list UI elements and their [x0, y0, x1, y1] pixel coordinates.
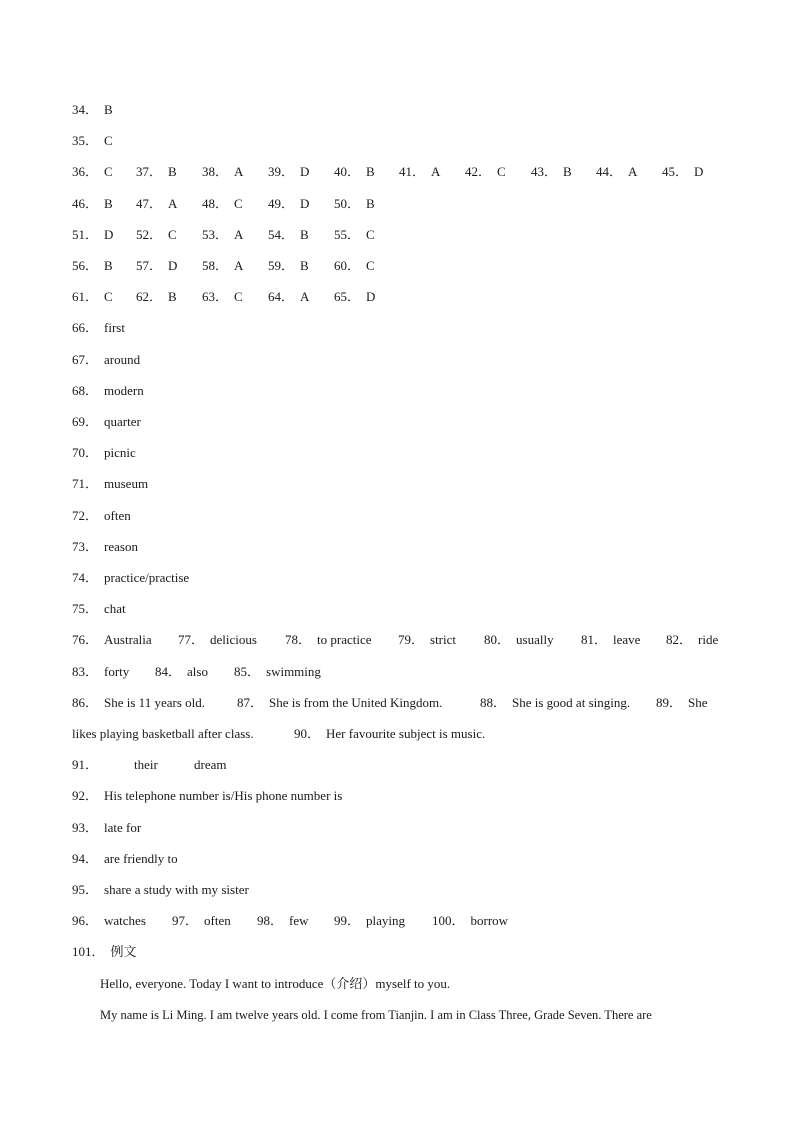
question-number: 42． — [465, 164, 492, 179]
question-number: 46． — [72, 196, 99, 211]
answer-item-81 — [581, 631, 640, 649]
answer-row-83-85 — [72, 663, 722, 681]
answer-item-39 — [268, 163, 309, 181]
question-number: 67． — [72, 352, 99, 367]
question-number: 63． — [202, 289, 229, 304]
essay-paragraph-2: My name is Li Ming. I am twelve years old. I come from Tianjin. I am in Class Three, Grade Seven. There are — [100, 1008, 652, 1022]
answer-line-66 — [72, 319, 125, 337]
answer-line-74 — [72, 569, 189, 587]
answer-item-55 — [334, 226, 375, 244]
question-number: 50． — [334, 196, 361, 211]
answer-word-2: dream — [194, 757, 227, 772]
answer-item-97 — [172, 912, 231, 930]
answer-item-40 — [334, 163, 375, 181]
question-number: 75． — [72, 601, 99, 616]
answer-text: Her favourite subject is music. — [326, 726, 486, 741]
answer-line-67 — [72, 351, 140, 369]
answer-item-61 — [72, 288, 113, 306]
answer-item-89-continued: likes playing basketball after class. — [72, 726, 254, 741]
answer-text: B — [104, 102, 113, 117]
question-number: 38． — [202, 164, 229, 179]
answer-item-56 — [72, 257, 113, 275]
answer-row-96-100 — [72, 912, 722, 930]
answer-text: late for — [104, 820, 142, 835]
answer-text: strict — [430, 632, 457, 647]
question-number: 85． — [234, 664, 261, 679]
answer-text: C — [366, 258, 375, 273]
answer-text: 例文 — [110, 944, 137, 959]
answer-item-65 — [334, 288, 375, 306]
answer-text: C — [234, 289, 243, 304]
answer-line-93 — [72, 819, 141, 837]
question-number: 83． — [72, 664, 99, 679]
answer-item-100 — [432, 912, 508, 930]
question-number: 43． — [531, 164, 558, 179]
answer-text: D — [300, 196, 310, 211]
answer-text: swimming — [266, 664, 321, 679]
question-number: 52． — [136, 227, 163, 242]
answer-text: A — [168, 196, 178, 211]
answer-text: around — [104, 352, 141, 367]
answer-item-59 — [268, 257, 309, 275]
answer-text: usually — [516, 632, 554, 647]
answer-item-78 — [285, 631, 372, 649]
question-number: 62． — [136, 289, 163, 304]
question-number: 64． — [268, 289, 295, 304]
answer-line-68 — [72, 382, 144, 400]
question-number: 40． — [334, 164, 361, 179]
answer-text: quarter — [104, 414, 141, 429]
answer-text: She is 11 years old. — [104, 695, 205, 710]
question-number: 80． — [484, 632, 511, 647]
answer-item-77 — [178, 631, 257, 649]
answer-text: practice/practise — [104, 570, 190, 585]
answer-item-53 — [202, 226, 243, 244]
question-number: 93． — [72, 820, 99, 835]
question-number: 98． — [257, 913, 284, 928]
answer-text: B — [366, 164, 375, 179]
answer-line-69 — [72, 413, 141, 431]
answer-text: D — [168, 258, 178, 273]
answer-text: B — [104, 258, 113, 273]
answer-item-84 — [155, 663, 208, 681]
question-number: 87． — [237, 695, 264, 710]
answer-line-35 — [72, 132, 113, 150]
answer-text: D — [104, 227, 114, 242]
answer-text: chat — [104, 601, 126, 616]
question-number: 95． — [72, 882, 99, 897]
question-number: 82． — [666, 632, 693, 647]
question-number: 59． — [268, 258, 295, 273]
answer-line-92 — [72, 787, 342, 805]
question-number: 74． — [72, 570, 99, 585]
answer-text: forty — [104, 664, 130, 679]
question-number: 56． — [72, 258, 99, 273]
answer-item-83 — [72, 663, 129, 681]
answer-text: A — [234, 164, 244, 179]
answer-text: few — [289, 913, 309, 928]
answer-item-48 — [202, 195, 243, 213]
question-number: 37． — [136, 164, 163, 179]
question-number: 88． — [480, 695, 507, 710]
answer-text: are friendly to — [104, 851, 178, 866]
answer-text: C — [234, 196, 243, 211]
answer-item-58 — [202, 257, 243, 275]
answer-line-95 — [72, 881, 249, 899]
answer-item-44 — [596, 163, 637, 181]
answer-text: D — [300, 164, 310, 179]
answer-item-79 — [398, 631, 456, 649]
answer-item-85 — [234, 663, 321, 681]
question-number: 69． — [72, 414, 99, 429]
answer-text: She is from the United Kingdom. — [269, 695, 443, 710]
answer-item-76 — [72, 631, 152, 649]
answer-text: D — [366, 289, 376, 304]
answer-item-38 — [202, 163, 243, 181]
question-number: 71． — [72, 476, 99, 491]
question-number: 49． — [268, 196, 295, 211]
question-number: 45． — [662, 164, 689, 179]
question-number: 92． — [72, 788, 99, 803]
answer-item-47 — [136, 195, 177, 213]
question-number: 97． — [172, 913, 199, 928]
answer-item-88 — [480, 694, 630, 712]
answer-item-41 — [399, 163, 440, 181]
answer-line-73 — [72, 538, 138, 556]
question-number: 54． — [268, 227, 295, 242]
answer-text: His telephone number is/His phone number is — [104, 788, 343, 803]
answer-item-63 — [202, 288, 243, 306]
answer-text: leave — [613, 632, 641, 647]
question-number: 65． — [334, 289, 361, 304]
answer-text: delicious — [210, 632, 257, 647]
answer-word-1: their — [134, 757, 158, 772]
answer-text: C — [366, 227, 375, 242]
answer-line-34 — [72, 101, 113, 119]
question-number: 39． — [268, 164, 295, 179]
answer-line-75 — [72, 600, 126, 618]
answer-text: C — [104, 164, 113, 179]
question-number: 68． — [72, 383, 99, 398]
question-number: 77． — [178, 632, 205, 647]
question-number: 101． — [72, 944, 105, 959]
question-number: 58． — [202, 258, 229, 273]
answer-item-43 — [531, 163, 572, 181]
answer-text: often — [104, 508, 131, 523]
question-number: 61． — [72, 289, 99, 304]
question-number: 55． — [334, 227, 361, 242]
answer-item-82 — [666, 631, 718, 649]
answer-text: She is good at singing. — [512, 695, 631, 710]
answer-text: playing — [366, 913, 406, 928]
answer-item-50 — [334, 195, 375, 213]
answer-item-57 — [136, 257, 177, 275]
question-number: 86． — [72, 695, 99, 710]
answer-text: B — [300, 258, 309, 273]
answer-item-90 — [294, 725, 485, 743]
question-number: 79． — [398, 632, 425, 647]
answer-line-70 — [72, 444, 136, 462]
question-number: 34． — [72, 102, 99, 117]
answer-line-72 — [72, 507, 131, 525]
answer-item-80 — [484, 631, 554, 649]
answer-item-37 — [136, 163, 177, 181]
answer-text: B — [168, 289, 177, 304]
question-number: 81． — [581, 632, 608, 647]
question-number: 44． — [596, 164, 623, 179]
answer-item-62 — [136, 288, 177, 306]
answer-text: A — [234, 258, 244, 273]
answer-item-60 — [334, 257, 375, 275]
answer-row-89-90 — [72, 725, 722, 743]
answer-item-52 — [136, 226, 177, 244]
question-number: 84． — [155, 664, 182, 679]
answer-text: often — [204, 913, 231, 928]
answer-item-98 — [257, 912, 309, 930]
answer-text: B — [300, 227, 309, 242]
answer-text: B — [366, 196, 375, 211]
answer-text: A — [300, 289, 310, 304]
answer-text: ride — [698, 632, 719, 647]
answer-line-94 — [72, 850, 178, 868]
question-number: 57． — [136, 258, 163, 273]
answer-text: share a study with my sister — [104, 882, 249, 897]
answer-text: to practice — [317, 632, 372, 647]
answer-item-51 — [72, 226, 113, 244]
answer-item-54 — [268, 226, 309, 244]
answer-item-86 — [72, 694, 205, 712]
answer-text: first — [104, 320, 125, 335]
question-number: 53． — [202, 227, 229, 242]
question-number: 70． — [72, 445, 99, 460]
answer-text: B — [168, 164, 177, 179]
question-number: 90． — [294, 726, 321, 741]
answer-item-96 — [72, 912, 146, 930]
question-number: 47． — [136, 196, 163, 211]
answer-text: watches — [104, 913, 146, 928]
question-number: 76． — [72, 632, 99, 647]
answer-text: A — [628, 164, 638, 179]
answer-text: She — [688, 695, 708, 710]
question-number: 60． — [334, 258, 361, 273]
answer-text: A — [234, 227, 244, 242]
answer-row-36-45 — [72, 163, 722, 181]
answer-item-87 — [237, 694, 442, 712]
answer-item-99 — [334, 912, 405, 930]
essay-paragraph-1: Hello, everyone. Today I want to introduce（介绍）myself to you. — [100, 976, 451, 991]
answer-text: A — [431, 164, 441, 179]
answer-item-45 — [662, 163, 703, 181]
answer-text: B — [563, 164, 572, 179]
question-number: 89． — [656, 695, 683, 710]
answer-text: C — [497, 164, 506, 179]
answer-line-101 — [72, 943, 137, 961]
answer-item-42 — [465, 163, 506, 181]
answer-item-64 — [268, 288, 309, 306]
answer-item-49 — [268, 195, 309, 213]
answer-text: C — [168, 227, 177, 242]
question-number: 66． — [72, 320, 99, 335]
answer-text: also — [187, 664, 208, 679]
question-number: 48． — [202, 196, 229, 211]
answer-text: C — [104, 289, 113, 304]
answer-text: Australia — [104, 632, 152, 647]
question-number: 41． — [399, 164, 426, 179]
question-number: 91． — [72, 757, 99, 772]
question-number: 78． — [285, 632, 312, 647]
question-number: 51． — [72, 227, 99, 242]
answer-text: reason — [104, 539, 138, 554]
answer-text: picnic — [104, 445, 136, 460]
answer-row-61-65 — [72, 288, 722, 306]
question-number: 94． — [72, 851, 99, 866]
answer-item-89 — [656, 694, 708, 712]
answer-row-46-50 — [72, 195, 722, 213]
answer-item-36 — [72, 163, 113, 181]
answer-row-56-60 — [72, 257, 722, 275]
answer-row-51-55 — [72, 226, 722, 244]
answer-line-91 — [72, 756, 722, 774]
question-number: 73． — [72, 539, 99, 554]
question-number: 96． — [72, 913, 99, 928]
question-number: 99． — [334, 913, 361, 928]
question-number: 36． — [72, 164, 99, 179]
question-number: 35． — [72, 133, 99, 148]
answer-row-86-89 — [72, 694, 722, 712]
answer-text: museum — [104, 476, 149, 491]
question-number: 72． — [72, 508, 99, 523]
answer-row-76-82 — [72, 631, 722, 649]
answer-text: modern — [104, 383, 144, 398]
answer-text: borrow — [470, 913, 509, 928]
answer-text: B — [104, 196, 113, 211]
question-number: 100． — [432, 913, 465, 928]
answer-item-46 — [72, 195, 113, 213]
answer-line-71 — [72, 475, 148, 493]
answer-text: C — [104, 133, 113, 148]
answer-text: D — [694, 164, 704, 179]
